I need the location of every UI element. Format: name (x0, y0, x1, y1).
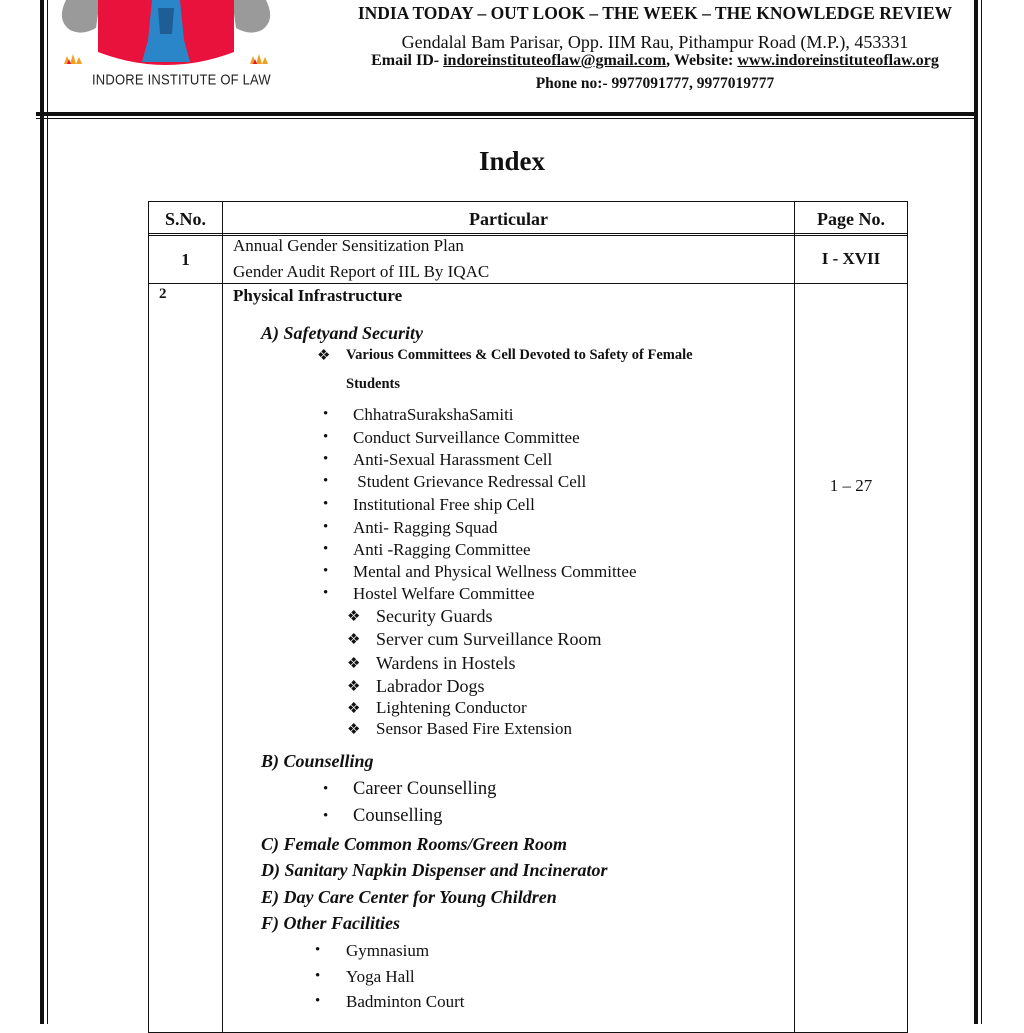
list-item: Anti- Ragging Squad (353, 518, 498, 537)
diamond-bullet-icon: ❖ (347, 609, 361, 625)
row1-line2: Gender Audit Report of IIL By IQAC (233, 262, 490, 281)
list-item: Sensor Based Fire Extension (376, 719, 572, 738)
column-header-sno: S.No. (164, 209, 206, 229)
contact-line (290, 52, 1020, 70)
section-f-heading: F) Other Facilities (261, 913, 400, 933)
diamond-bullet-icon: ❖ (347, 632, 361, 648)
list-item: Gymnasium (346, 941, 430, 960)
list-item: Hostel Welfare Committee (353, 584, 535, 603)
section-c-heading: C) Female Common Rooms/Green Room (261, 834, 568, 854)
header-divider (36, 112, 978, 116)
column-header-particular: Particular (469, 209, 548, 229)
bullet-icon: • (323, 473, 329, 489)
email-link[interactable]: indoreinstituteoflaw@gmail.com (443, 52, 667, 69)
bullet-icon: • (323, 781, 329, 797)
bullet-icon: • (323, 541, 329, 557)
list-item: Labrador Dogs (376, 676, 485, 696)
section-b-heading: B) Counselling (261, 751, 374, 771)
list-item: Security Guards (376, 606, 493, 626)
institute-logo (56, 0, 276, 104)
list-item: Mental and Physical Wellness Committee (353, 562, 637, 581)
diamond-bullet-icon: ❖ (347, 701, 361, 717)
diamond-bullet-icon: ❖ (347, 679, 361, 695)
website-link[interactable]: www.indoreinstituteoflaw.org (737, 52, 939, 69)
bullet-icon: • (323, 406, 329, 422)
bullet-icon: • (315, 968, 321, 984)
list-item: Anti -Ragging Committee (353, 540, 531, 559)
bullet-icon: • (323, 808, 329, 824)
column-divider (222, 202, 223, 1032)
row1-page: I - XVII (821, 249, 881, 268)
list-item: Lightening Conductor (376, 698, 527, 717)
website-label: , Website: (666, 52, 738, 69)
list-item: Counselling (353, 806, 443, 826)
bullet-icon: • (323, 451, 329, 467)
bullet-icon: • (323, 563, 329, 579)
list-item: Server cum Surveillance Room (376, 629, 602, 649)
phone-line: Phone no:- 9977091777, 9977019777 (535, 75, 775, 92)
list-item: Wardens in Hostels (376, 653, 516, 673)
column-header-page: Page No. (817, 209, 885, 229)
header-row-divider (149, 233, 907, 234)
row1-line1: Annual Gender Sensitization Plan (233, 236, 464, 255)
list-item: Yoga Hall (346, 967, 415, 986)
list-item: Institutional Free ship Cell (353, 495, 535, 514)
row2-sno: 2 (159, 286, 167, 302)
list-item: Career Counselling (353, 779, 497, 799)
bullet-icon: • (315, 993, 321, 1009)
rankings-line: INDIA TODAY – OUT LOOK – THE WEEK – THE KNOWLEDGE REVIEW (357, 3, 953, 23)
section-d-heading: D) Sanitary Napkin Dispenser and Incinerator (261, 860, 608, 880)
section-a-heading: A) Safetyand Security (261, 323, 423, 343)
row2-heading: Physical Infrastructure (233, 286, 403, 305)
diamond-bullet-icon: ❖ (347, 722, 361, 738)
row2-page: 1 – 27 (829, 476, 873, 495)
bullet-icon: • (323, 519, 329, 535)
address-line: Gendalal Bam Parisar, Opp. IIM Rau, Pithampur Road (M.P.), 453331 (401, 32, 909, 52)
diamond-bullet-icon: ❖ (317, 348, 331, 364)
list-item: Conduct Surveillance Committee (353, 428, 580, 447)
list-item: Badminton Court (346, 992, 465, 1011)
index-table (148, 201, 908, 1033)
section-e-heading: E) Day Care Center for Young Children (261, 887, 557, 907)
list-item: ChhatraSurakshaSamiti (353, 405, 514, 424)
list-item: Anti-Sexual Harassment Cell (353, 450, 553, 469)
bullet-icon: • (323, 496, 329, 512)
bullet-icon: • (315, 942, 321, 958)
column-divider (794, 202, 795, 1032)
row1-sno: 1 (181, 250, 190, 269)
committees-heading-line1: Various Committees & Cell Devoted to Safety of Female (346, 347, 693, 363)
email-label: Email ID- (371, 52, 444, 69)
list-item: Student Grievance Redressal Cell (353, 472, 587, 491)
bullet-icon: • (323, 429, 329, 445)
page-title: Index (478, 146, 546, 176)
logo-caption: INDORE INSTITUTE OF LAW (92, 71, 271, 88)
diamond-bullet-icon: ❖ (347, 656, 361, 672)
bullet-icon: • (323, 585, 329, 601)
committees-heading-line2: Students (346, 376, 400, 392)
header-divider-inner (36, 118, 978, 119)
row-divider (149, 283, 907, 284)
